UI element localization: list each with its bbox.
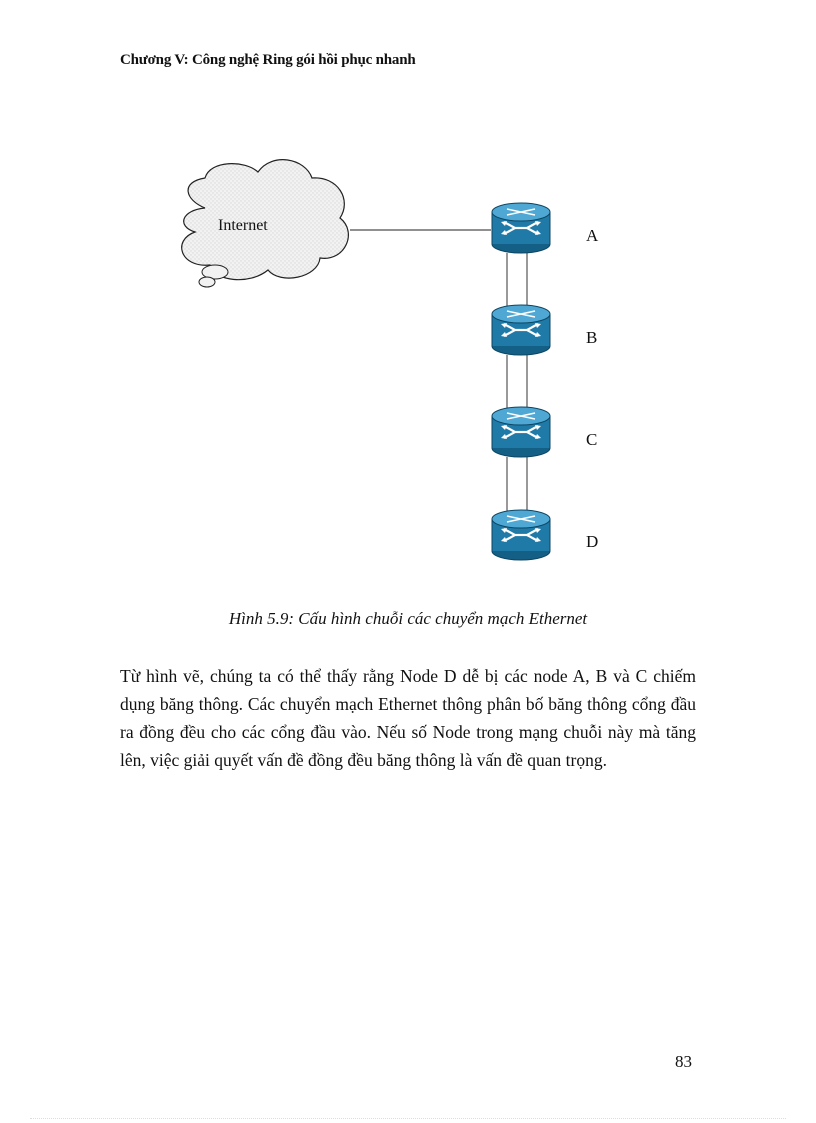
node-label-c: C	[586, 430, 598, 449]
router-b-icon	[492, 305, 550, 355]
node-label-a: A	[586, 226, 599, 245]
chapter-header: Chương V: Công nghệ Ring gói hồi phục nhanh	[120, 52, 416, 68]
page-bottom-rule	[30, 1118, 786, 1119]
body-paragraph: Từ hình vẽ, chúng ta có thể thấy rằng Node D dễ bị các node A, B và C chiếm dụng băng thông. Các chuyển mạch Ethernet thông phân bố băng thông cổng đầu ra đồng đều cho các cổng đầu vào. Nếu số Node trong mạng chuỗi này mà tăng lên, việc giải quyết vấn đề đồng đều băng thông là vấn đề quan trọng.	[120, 666, 696, 770]
router-a-icon	[492, 203, 550, 253]
router-c-icon	[492, 407, 550, 457]
node-label-b: B	[586, 328, 598, 347]
node-label-d: D	[586, 532, 599, 551]
router-d-icon	[492, 510, 550, 560]
chain-links	[507, 253, 527, 517]
page-number: 83	[675, 1052, 692, 1071]
figure-caption: Hình 5.9: Cấu hình chuỗi các chuyển mạch Ethernet	[228, 609, 588, 628]
cloud-label: Internet	[218, 217, 268, 234]
